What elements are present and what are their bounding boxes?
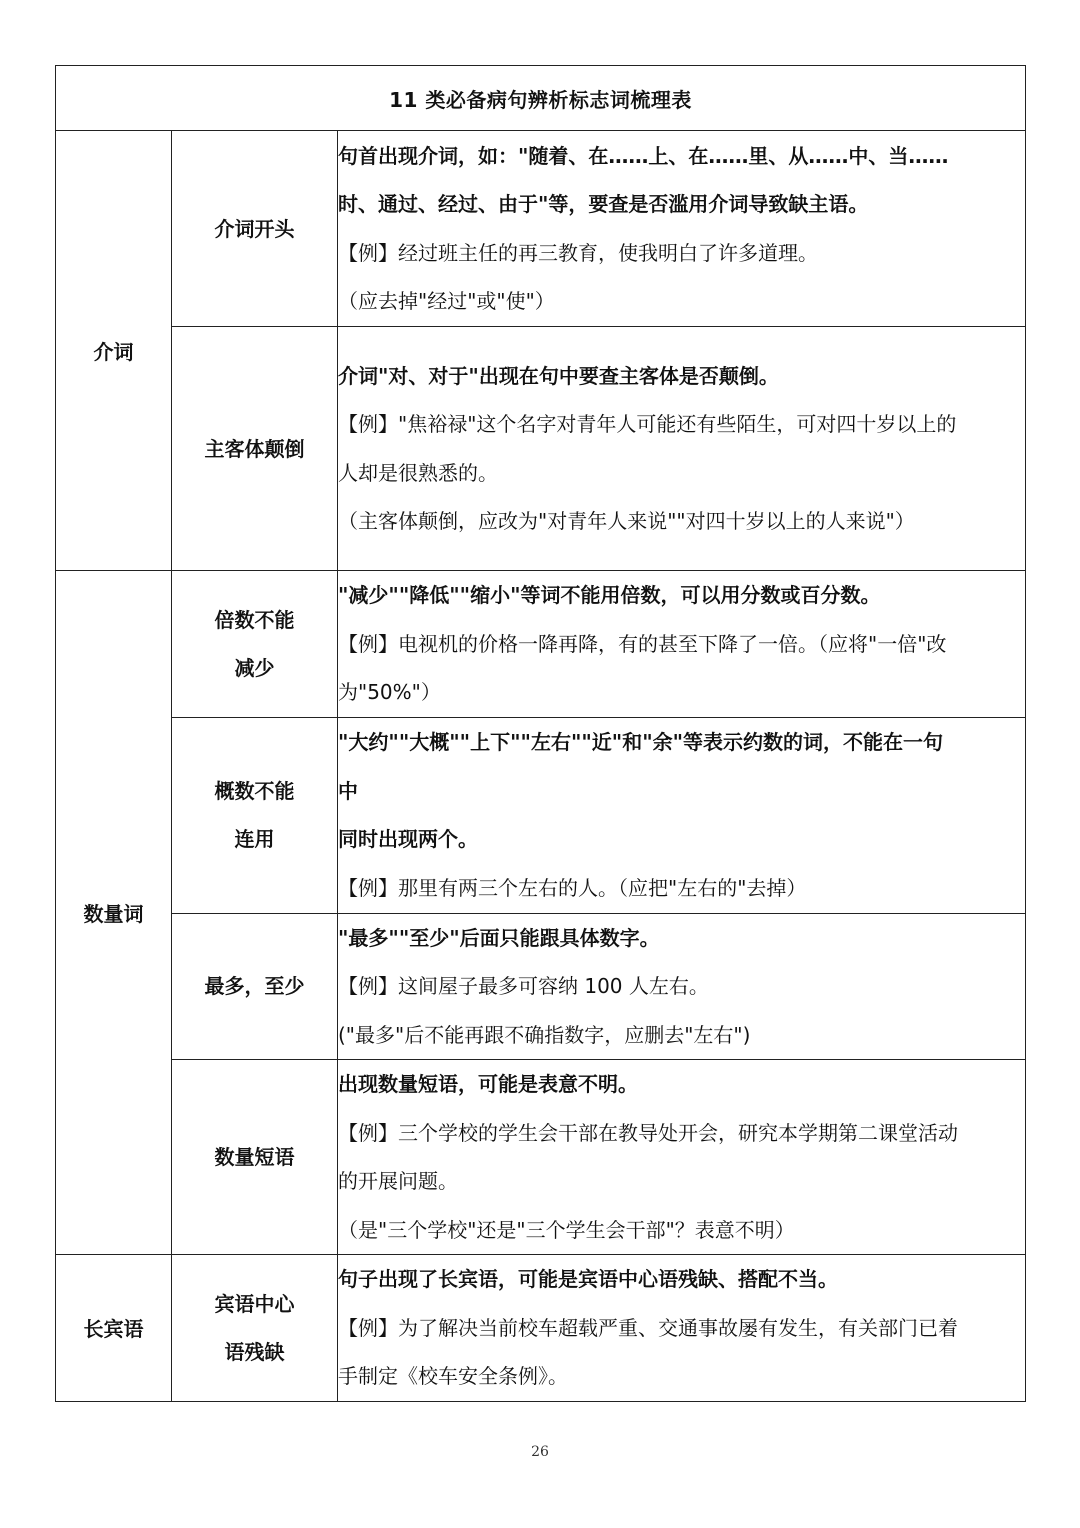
description-cell xyxy=(338,571,1026,718)
subcategory-line: 概数不能 xyxy=(214,779,295,803)
rule-line: 介词"对、对于"出现在句中要查主客体是否颠倒。 xyxy=(338,363,779,388)
table-title: 11 类必备病句辨析标志词梳理表 xyxy=(56,66,1026,131)
example-line: 【例】为了解决当前校车超载严重、交通事故屡有发生，有关部门已着 xyxy=(338,1315,958,1340)
subcategory-line: 介词开头 xyxy=(214,216,295,241)
subcategory-cell xyxy=(172,327,338,571)
subcategory-cell xyxy=(172,1060,338,1255)
subcategory-line: 最多，至少 xyxy=(204,974,305,999)
classification-table xyxy=(55,65,1026,1402)
subcategory-line: 倍数不能 xyxy=(214,607,295,632)
description-cell xyxy=(338,327,1026,571)
example-line: （是"三个学校"还是"三个学生会干部"？表意不明） xyxy=(338,1217,795,1242)
rule-line: 句子出现了长宾语，可能是宾语中心语残缺、搭配不当。 xyxy=(338,1267,838,1291)
table-row xyxy=(56,1060,1026,1255)
rule-line: "最多""至少"后面只能跟具体数字。 xyxy=(338,925,660,950)
subcategory-cell xyxy=(172,717,338,913)
subcategory-cell xyxy=(172,571,338,718)
rule-line: "减少""降低""缩小"等词不能用倍数，可以用分数或百分数。 xyxy=(338,583,881,607)
subcategory-cell xyxy=(172,1255,338,1402)
category-cell: 长宾语 xyxy=(56,1255,172,1402)
category-cell: 数量词 xyxy=(56,571,172,1255)
subcategory-line: 减少 xyxy=(234,655,275,680)
subcategory-line: 数量短语 xyxy=(214,1145,295,1169)
example-line: 【例】"焦裕禄"这个名字对青年人可能还有些陌生，可对四十岁以上的 xyxy=(338,412,957,436)
example-line: （应去掉"经过"或"使"） xyxy=(338,289,555,313)
example-line: 为"50%"） xyxy=(338,680,441,704)
rule-line: "大约""大概""上下""左右""近"和"余"等表示约数的词，不能在一句 xyxy=(338,730,944,754)
rule-line: 句首出现介词，如："随着、在……上、在……里、从……中、当…… xyxy=(338,143,949,168)
example-line: 【例】那里有两三个左右的人。（应把"左右的"去掉） xyxy=(338,875,807,900)
subcategory-line: 宾语中心 xyxy=(214,1291,295,1316)
rule-line: 出现数量短语，可能是表意不明。 xyxy=(338,1072,638,1096)
description-cell xyxy=(338,913,1026,1060)
example-line: 【例】电视机的价格一降再降，有的甚至下降了一倍。（应将"一倍"改 xyxy=(338,631,947,656)
table-row xyxy=(56,571,1026,718)
rule-line: 同时出现两个。 xyxy=(338,827,478,851)
rule-line: 中 xyxy=(338,778,358,803)
rule-line: 时、通过、经过、由于"等，要查是否滥用介词导致缺主语。 xyxy=(338,192,869,216)
example-line: 人却是很熟悉的。 xyxy=(338,460,498,485)
example-line: （主客体颠倒，应改为"对青年人来说""对四十岁以上的人来说"） xyxy=(338,509,915,533)
description-cell xyxy=(338,1255,1026,1402)
subcategory-line: 主客体颠倒 xyxy=(204,436,305,461)
table-row xyxy=(56,131,1026,327)
example-line: ("最多"后不能再跟不确指数字，应删去"左右") xyxy=(338,1022,751,1047)
subcategory-cell xyxy=(172,913,338,1060)
example-line: 手制定《校车安全条例》。 xyxy=(338,1364,568,1388)
example-line: 【例】三个学校的学生会干部在教导处开会，研究本学期第二课堂活动 xyxy=(338,1120,958,1145)
description-cell xyxy=(338,1060,1026,1255)
example-line: 【例】经过班主任的再三教育，使我明白了许多道理。 xyxy=(338,240,818,265)
table-row xyxy=(56,717,1026,913)
page-number: 26 xyxy=(531,1444,549,1460)
description-cell xyxy=(338,717,1026,913)
example-line: 【例】这间屋子最多可容纳 100 人左右。 xyxy=(338,974,709,998)
subcategory-cell xyxy=(172,131,338,327)
table-row xyxy=(56,913,1026,1060)
subcategory-line: 连用 xyxy=(234,827,275,851)
category-cell: 介词 xyxy=(56,131,172,571)
example-line: 的开展问题。 xyxy=(338,1169,458,1193)
description-cell xyxy=(338,131,1026,327)
table-row xyxy=(56,1255,1026,1402)
subcategory-line: 语残缺 xyxy=(224,1339,285,1364)
table-row xyxy=(56,327,1026,571)
